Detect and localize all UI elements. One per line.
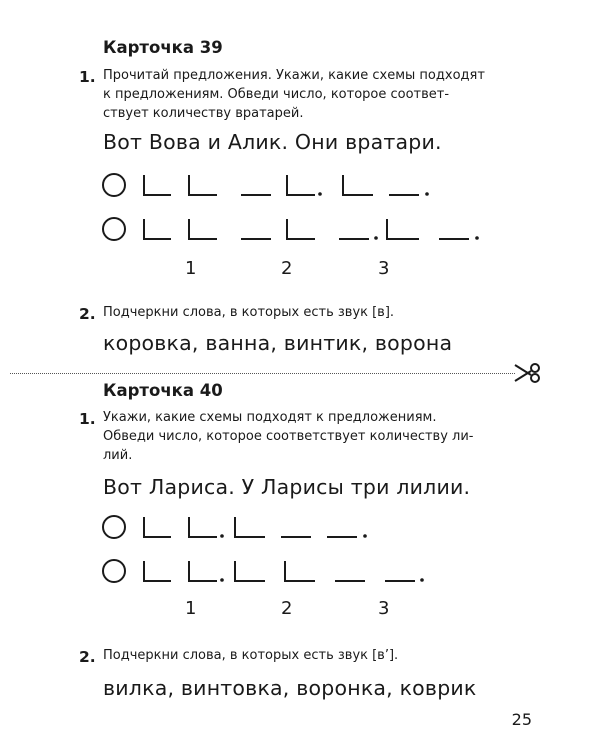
word-mark (189, 561, 217, 581)
instruction-line: Прочитай предложения. Укажи, какие схемы подходят (103, 68, 485, 83)
circle-icon (103, 174, 125, 196)
card-40-words: вилка, винтовка, воронка, коврик (103, 676, 477, 700)
word-mark (189, 175, 217, 195)
period-mark (318, 192, 322, 196)
card-39-task1-instructions (103, 66, 515, 123)
capital-word-mark (144, 517, 171, 537)
capital-word-mark (387, 219, 419, 239)
instruction-line: к предложениям. Обведи число, которое соответ- (103, 87, 450, 102)
instruction-line: ствует количеству вратарей. (103, 106, 304, 121)
capital-word-mark (144, 219, 171, 239)
card-39-sentence: Вот Вова и Алик. Они вратари. (103, 130, 442, 154)
cut-line (10, 373, 515, 374)
period-mark (363, 534, 367, 538)
card-40-choice-3[interactable]: 3 (378, 598, 390, 619)
period-mark (420, 578, 424, 582)
card-39-scheme-a (101, 170, 441, 200)
instruction-line: Обведи число, которое соответствует количеству ли- (103, 429, 474, 444)
instruction-line: Укажи, какие схемы подходят к предложениям. (103, 410, 437, 425)
page-number: 25 (511, 710, 532, 729)
card-40-scheme-a (101, 512, 401, 542)
word-mark (287, 219, 315, 239)
capital-word-mark (144, 175, 171, 195)
card-40-task2-instructions: Подчеркни слова, в которых есть звук [в’]. (103, 648, 399, 663)
period-mark (374, 236, 378, 240)
circle-icon (103, 516, 125, 538)
card-40-task2-number: 2. (79, 648, 96, 666)
instruction-line: лий. (103, 448, 133, 463)
word-mark (285, 561, 315, 581)
card-40-scheme-b (101, 556, 461, 586)
scissors-icon (513, 361, 541, 390)
card-39-task2-instructions: Подчеркни слова, в которых есть звук [в]. (103, 305, 395, 320)
period-mark (475, 236, 479, 240)
card-39-choice-2[interactable]: 2 (281, 258, 293, 279)
card-40-title: Карточка 40 (103, 381, 223, 400)
card-40-choice-2[interactable]: 2 (281, 598, 293, 619)
word-mark (189, 219, 217, 239)
word-mark (189, 517, 217, 537)
capital-word-mark (235, 561, 265, 581)
period-mark (220, 578, 224, 582)
card-39-words: коровка, ванна, винтик, ворона (103, 331, 453, 355)
capital-word-mark (343, 175, 373, 195)
card-40-task1-instructions (103, 408, 515, 465)
period-mark (425, 192, 429, 196)
capital-word-mark (144, 561, 171, 581)
card-39-task1-number: 1. (79, 68, 96, 86)
card-39-task2-number: 2. (79, 305, 96, 323)
card-40-sentence: Вот Лариса. У Ларисы три лилии. (103, 475, 471, 499)
circle-icon (103, 218, 125, 240)
period-mark (220, 534, 224, 538)
card-40-choice-1[interactable]: 1 (185, 598, 197, 619)
capital-word-mark (235, 517, 265, 537)
card-39-scheme-b (101, 214, 491, 244)
circle-icon (103, 560, 125, 582)
card-39-choice-3[interactable]: 3 (378, 258, 390, 279)
card-39-choice-1[interactable]: 1 (185, 258, 197, 279)
word-mark (287, 175, 315, 195)
card-40-task1-number: 1. (79, 410, 96, 428)
card-39-title: Карточка 39 (103, 38, 223, 57)
